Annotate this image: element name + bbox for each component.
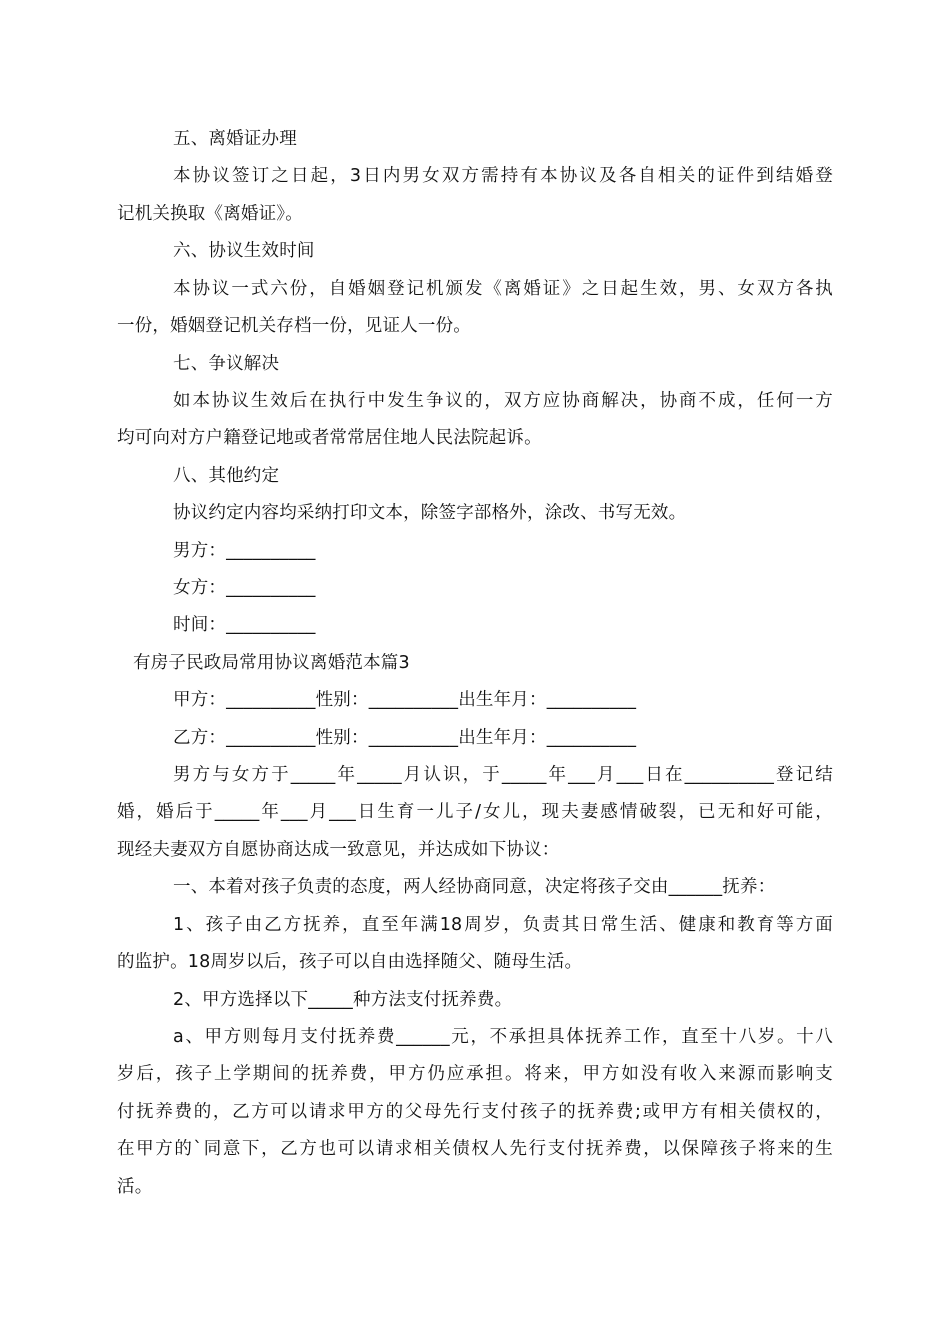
paragraph-line: 记机关换取《离婚证》。 (117, 204, 303, 224)
paragraph-line: 在甲方的`同意下，乙方也可以请求相关债权人先行支付抚养费，以保障孩子将来的生 (117, 1139, 833, 1159)
paragraph-line: 婚，婚后于_____年___月___日生育一儿子/女儿，现夫妻感情破裂，已无和好可能， (117, 802, 833, 822)
paragraph-line: 付抚养费的，乙方可以请求甲方的父母先行支付孩子的抚养费;或甲方有相关债权的， (117, 1102, 833, 1122)
paragraph-line: 本协议签订之日起，3日内男女双方需持有本协议及各自相关的证件到结婚登 (173, 166, 833, 186)
party-a-info: 甲方：__________性别：__________出生年月：__________ (173, 690, 637, 710)
paragraph-line: 的监护。18周岁以后，孩子可以自由选择随父、随母生活。 (117, 952, 583, 972)
signature-date: 时间：__________ (173, 615, 316, 635)
section-heading-6: 六、协议生效时间 (173, 241, 315, 261)
section-heading-5: 五、离婚证办理 (173, 129, 297, 149)
paragraph-line: 现经夫妻双方自愿协商达成一致意见，并达成如下协议： (117, 840, 560, 860)
paragraph-line: 如本协议生效后在执行中发生争议的，双方应协商解决，协商不成，任何一方 (173, 391, 833, 411)
signature-male: 男方：__________ (173, 541, 316, 561)
article-title: 有房子民政局常用协议离婚范本篇3 (133, 653, 410, 673)
paragraph-line: a、甲方则每月支付抚养费______元，不承担具体抚养工作，直至十八岁。十八 (173, 1027, 833, 1047)
paragraph-line: 本协议一式六份，自婚姻登记机颁发《离婚证》之日起生效，男、女双方各执 (173, 279, 833, 299)
clause-1: 一、本着对孩子负责的态度，两人经协商同意，决定将孩子交由______抚养： (173, 877, 776, 897)
paragraph-line: 一份，婚姻登记机关存档一份，见证人一份。 (117, 316, 471, 336)
paragraph-line: 协议约定内容均采纳打印文本，除签字部格外，涂改、书写无效。 (173, 503, 687, 523)
section-heading-8: 八、其他约定 (173, 466, 280, 486)
paragraph-line: 岁后，孩子上学期间的抚养费，甲方仍应承担。将来，甲方如没有收入来源而影响支 (117, 1064, 833, 1084)
party-b-info: 乙方：__________性别：__________出生年月：__________ (173, 728, 637, 748)
paragraph-line: 活。 (117, 1177, 153, 1197)
clause-2: 2、甲方选择以下_____种方法支付抚养费。 (173, 990, 513, 1010)
paragraph-line: 均可向对方户籍登记地或者常常居住地人民法院起诉。 (117, 428, 542, 448)
signature-female: 女方：__________ (173, 578, 316, 598)
section-heading-7: 七、争议解决 (173, 354, 280, 374)
paragraph-line: 1、孩子由乙方抚养，直至年满18周岁，负责其日常生活、健康和教育等方面 (173, 915, 833, 935)
paragraph-line: 男方与女方于_____年_____月认识，于_____年___月___日在__________登记结 (173, 765, 833, 785)
